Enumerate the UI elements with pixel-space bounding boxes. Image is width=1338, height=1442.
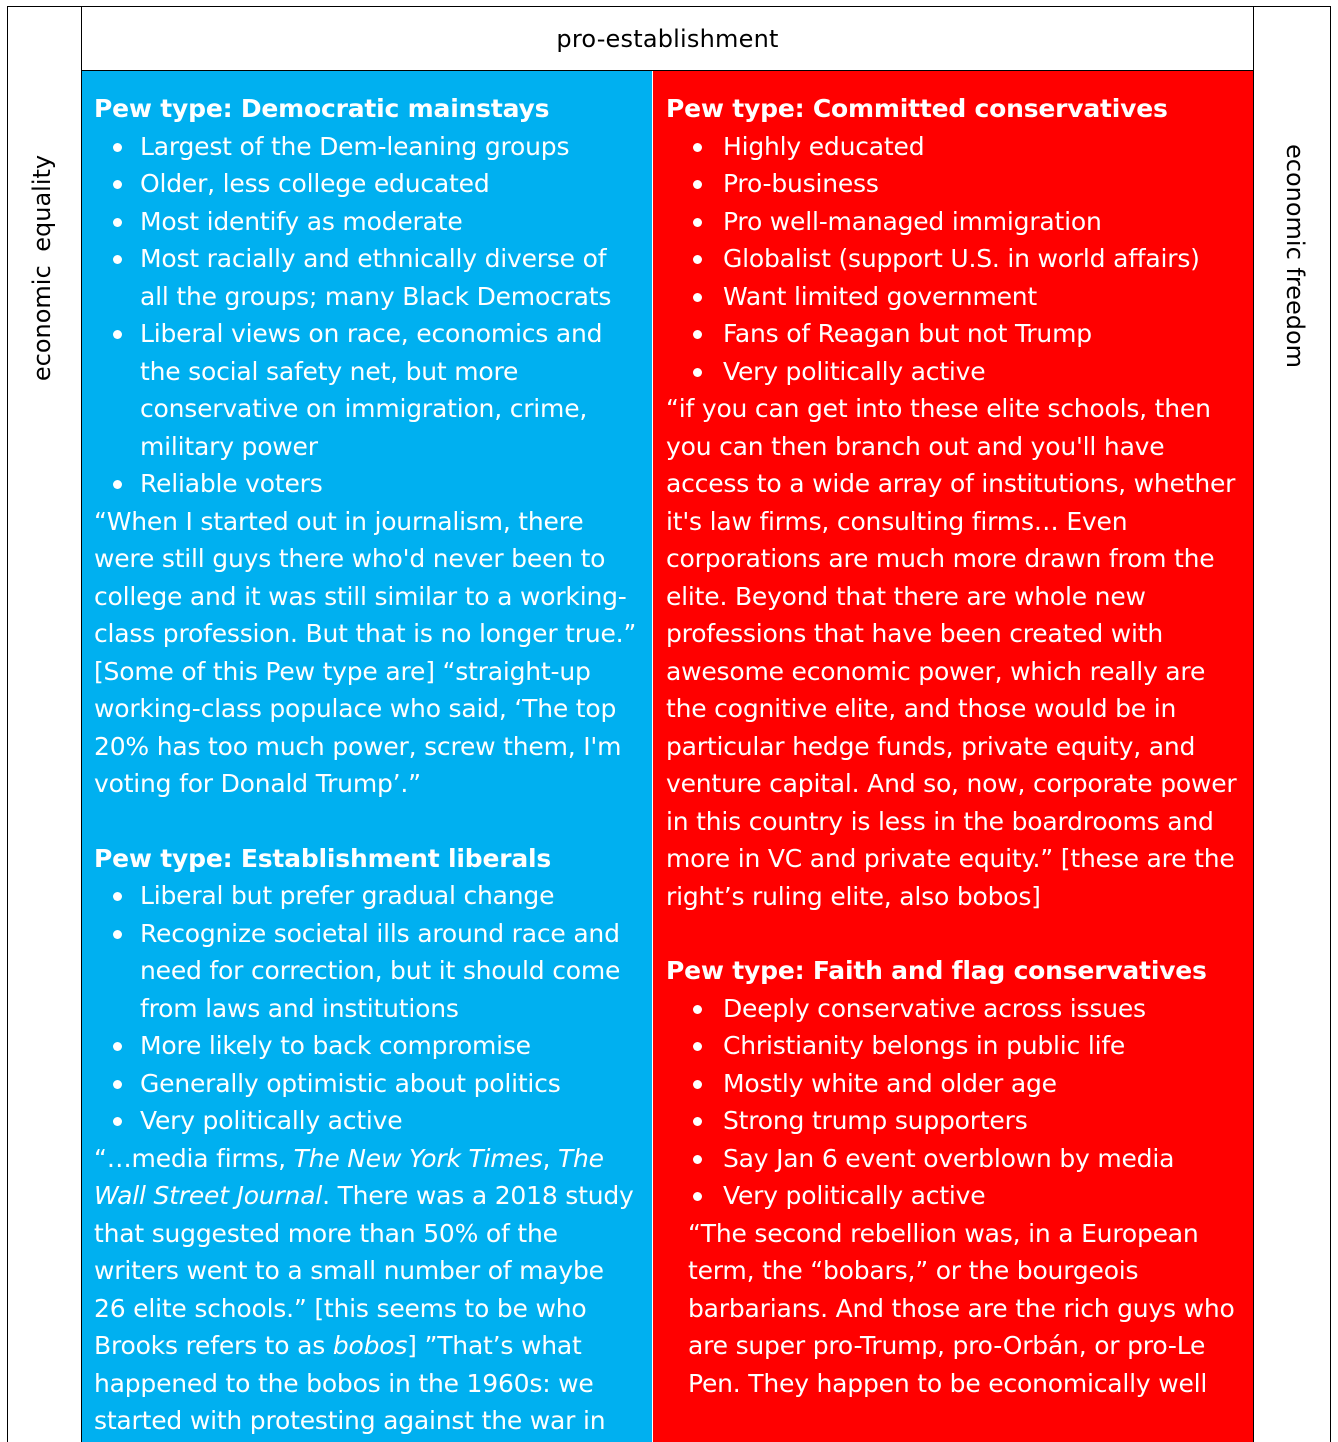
quote-paragraph: “When I started out in journalism, there were still guys there who'd never been to college and it was still similar to a working-class profession. But that is no longer true.” [Some of this Pew type are] “straight-up working-class populace who said, ‘The top 20% has too much power, screw them, I'm voting for Donald Trump’.”	[94, 506, 637, 798]
quote-paragraph: “The second rebellion was, in a European term, the “bobars,” or the bourgeois barbarians. And those are the rich guys who are super pro-Trump, pro-Orbán, or pro-Le Pen. They happen to be economically well	[688, 1218, 1235, 1398]
quote-paragraph: “if you can get into these elite schools, then you can then branch out and you'll have access to a wide array of institutions, whether it's law firms, consulting firms… Even corporations are much more drawn from the elite. Beyond that there are whole new professions that have been created with awesome economic power, which really are the cognitive elite, and those would be in particular hedge funds, private equity, and venture capital. And so, now, corporate power in this country is less in the boardrooms and more in VC and private equity.” [these are the right’s ruling elite, also bobos]	[666, 394, 1237, 911]
quadrant-red	[653, 71, 1253, 1442]
outer-right-border	[1330, 6, 1331, 1442]
quote-title-italic: The New York Times	[293, 1143, 543, 1173]
side-label-economic-freedom: economic freedom	[1281, 143, 1309, 369]
section-title: Pew type: Establishment liberals	[94, 843, 552, 873]
quote-text: . There was a 2018 study that suggested more than 50% of the writers went to a small number of maybe 26 elite schools.” [this seems to be who Brooks refers to as	[94, 1181, 634, 1360]
list-item: Pro-business	[666, 165, 1245, 203]
bullet-list	[666, 128, 1245, 391]
list-item: More likely to back compromise	[94, 1027, 642, 1065]
list-item: Highly educated	[666, 128, 1245, 166]
list-item: Most racially and ethnically diverse of all the groups; many Black Democrats	[94, 240, 642, 315]
quote-text: ,	[542, 1143, 558, 1173]
list-item: Fans of Reagan but not Trump	[666, 315, 1245, 353]
list-item: Largest of the Dem-leaning groups	[94, 128, 642, 166]
quote-title-italic: The Wall Street Journal	[94, 1143, 604, 1210]
spacer	[666, 915, 1245, 952]
list-item: Deeply conservative across issues	[666, 990, 1245, 1028]
quote-text: “…media firms,	[94, 1143, 294, 1173]
quote-term-italic: bobos	[332, 1331, 408, 1360]
list-item: Liberal views on race, economics and the social safety net, but more conservative on immigration, crime, military power	[94, 315, 642, 465]
list-item: Say Jan 6 event overblown by media	[666, 1140, 1245, 1178]
bullet-list	[94, 877, 642, 1140]
list-item: Most identify as moderate	[94, 203, 642, 241]
bullet-list	[94, 128, 642, 503]
list-item: Christianity belongs in public life	[666, 1027, 1245, 1065]
list-item: Recognize societal ills around race and need for correction, but it should come from laws and institutions	[94, 915, 642, 1028]
quote-text: ] ”That’s what happened to the bobos in the 1960s: we started with protesting against the war in	[94, 1331, 606, 1435]
list-item: Pro well-managed immigration	[666, 203, 1245, 241]
bullet-list	[666, 990, 1245, 1215]
list-item: Very politically active	[666, 353, 1245, 391]
list-item: Want limited government	[666, 278, 1245, 316]
spacer	[94, 803, 642, 840]
section-title: Pew type: Faith and flag conservatives	[666, 956, 1207, 985]
list-item: Very politically active	[94, 1102, 642, 1140]
header-pro-establishment: pro-establishment	[556, 25, 779, 53]
list-item: Very politically active	[666, 1177, 1245, 1215]
side-label-economic-equality: economic equality	[28, 154, 56, 382]
section-title: Pew type: Democratic mainstays	[94, 94, 550, 123]
quote-paragraph	[94, 1140, 642, 1440]
list-item: Generally optimistic about politics	[94, 1065, 642, 1103]
list-item: Mostly white and older age	[666, 1065, 1245, 1103]
section-title: Pew type: Committed conservatives	[666, 94, 1168, 123]
quadrant-blue	[82, 71, 652, 1442]
list-item: Globalist (support U.S. in world affairs)	[666, 240, 1245, 278]
list-item: Strong trump supporters	[666, 1102, 1245, 1140]
list-item: Liberal but prefer gradual change	[94, 877, 642, 915]
right-column-divider	[1253, 6, 1254, 1442]
outer-left-border	[7, 6, 8, 1442]
list-item: Reliable voters	[94, 465, 642, 503]
list-item: Older, less college educated	[94, 165, 642, 203]
